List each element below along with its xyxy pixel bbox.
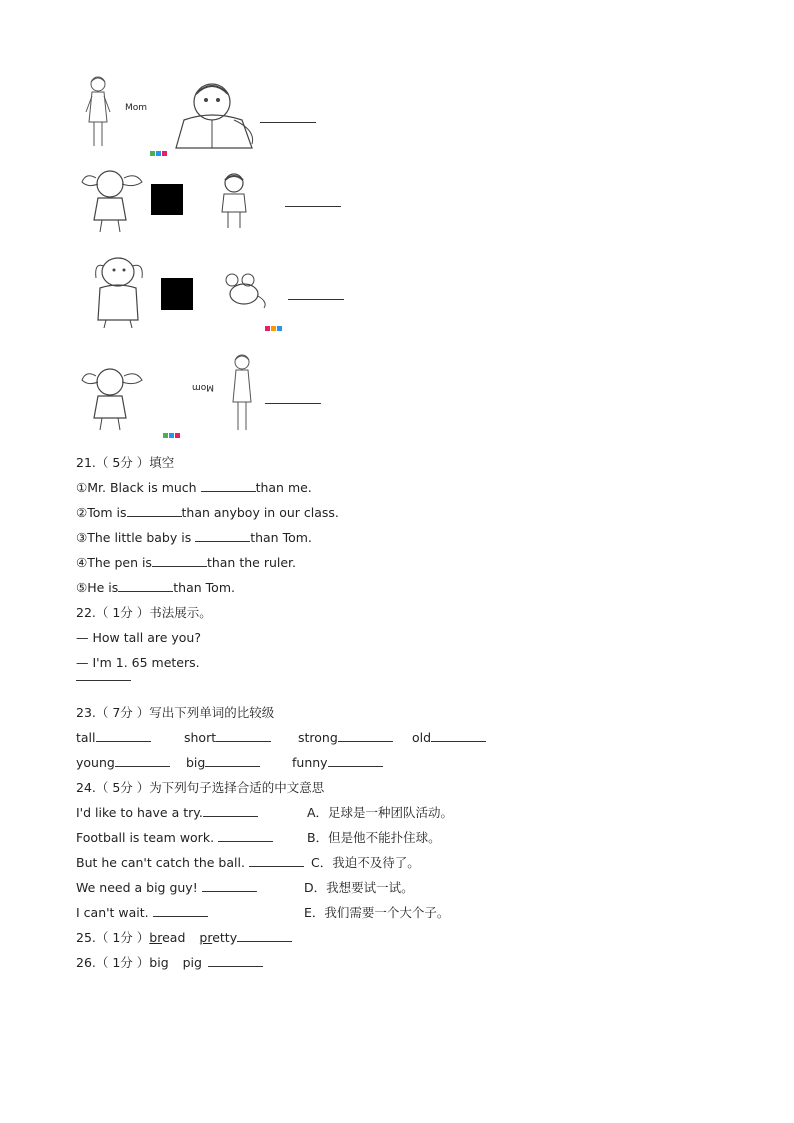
watermark-logo <box>150 151 167 156</box>
answer-line-row2[interactable] <box>285 206 341 207</box>
q21-item-5-after: than Tom. <box>173 580 235 595</box>
boy-figure <box>212 172 256 230</box>
q24-blank-1[interactable] <box>203 805 258 817</box>
q22-line-1: — How tall are you? <box>76 630 201 645</box>
q26-blank[interactable] <box>208 955 263 967</box>
q21-item-1 <box>76 480 312 496</box>
answer-line-row3[interactable] <box>288 299 344 300</box>
q25-word1-rest: ead <box>162 930 186 945</box>
fat-man-figure <box>172 80 258 150</box>
q24-blank-5[interactable] <box>153 905 208 917</box>
q23-funny-blank[interactable] <box>328 755 383 767</box>
q21-header: 21.（ 5分 ）填空 <box>76 455 175 470</box>
watermark-logo-row3 <box>265 326 282 331</box>
q26-word1: big <box>149 955 169 970</box>
girl-standing-figure-row4 <box>228 352 256 434</box>
dog-figure <box>90 252 152 330</box>
q21-item-2 <box>76 505 339 521</box>
q23-word-tall: tall <box>76 730 151 746</box>
q26-line <box>76 955 263 971</box>
q21-item-3-blank[interactable] <box>195 530 250 542</box>
black-comparison-box-row2 <box>151 184 183 215</box>
q23-short-blank[interactable] <box>216 730 271 742</box>
q21-item-2-before: Tom is <box>87 505 127 520</box>
q24-english-5: I can't wait. <box>76 905 208 921</box>
q24-chinese-e: E．我们需要一个大个子。 <box>304 905 450 920</box>
q24-english-1: I'd like to have a try. <box>76 805 258 821</box>
q26-word2: pig <box>182 955 202 970</box>
q21-item-2-num: ② <box>76 505 88 520</box>
q22-line-2: — I'm 1. 65 meters. <box>76 655 200 670</box>
q21-item-5-blank[interactable] <box>118 580 173 592</box>
q23-tall-blank[interactable] <box>96 730 151 742</box>
q24-chinese-d: D．我想要试一试。 <box>304 880 414 895</box>
q24-english-4: We need a big guy! <box>76 880 257 896</box>
q21-item-5 <box>76 580 235 596</box>
q21-item-1-before: Mr. Black is much <box>87 480 201 495</box>
q21-item-5-num: ⑤ <box>76 580 88 595</box>
answer-line-row4[interactable] <box>265 403 321 404</box>
q23-strong-blank[interactable] <box>338 730 393 742</box>
q24-chinese-b: B．但是他不能扑住球。 <box>307 830 441 845</box>
girl-standing-figure <box>84 74 112 154</box>
q23-word-strong: strong <box>298 730 393 746</box>
q24-english-2: Football is team work. <box>76 830 273 846</box>
q21-item-3-before: The little baby is <box>87 530 196 545</box>
q23-word-big: big <box>186 755 260 771</box>
q23-old-blank[interactable] <box>431 730 486 742</box>
q25-word1-underlined: br <box>149 930 163 945</box>
mouse-figure <box>218 272 268 310</box>
q22-answer-line[interactable] <box>76 680 131 681</box>
q23-header: 23.（ 7分 ）写出下列单词的比较级 <box>76 705 275 720</box>
q23-young-blank[interactable] <box>115 755 170 767</box>
q23-big-blank[interactable] <box>205 755 260 767</box>
q23-word-young: young <box>76 755 170 771</box>
girl-pigtails-figure-row4 <box>76 366 148 434</box>
answer-line-row1[interactable] <box>260 122 316 123</box>
q21-item-4 <box>76 555 296 571</box>
q21-item-4-before: The pen is <box>87 555 152 570</box>
black-comparison-box-row3 <box>161 278 193 310</box>
q22-header: 22.（ 1分 ）书法展示。 <box>76 605 212 620</box>
q25-header: 25.（ 1分 ） <box>76 930 150 945</box>
q26-header: 26.（ 1分 ） <box>76 955 150 970</box>
q23-word-funny: funny <box>292 755 383 771</box>
mom-label-row1: Mom <box>125 103 148 113</box>
q24-chinese-c: C．我迫不及待了。 <box>311 855 420 870</box>
q21-item-3-num: ③ <box>76 530 88 545</box>
q21-item-1-after: than me. <box>255 480 312 495</box>
q24-header: 24.（ 5分 ）为下列句子选择合适的中文意思 <box>76 780 325 795</box>
q23-word-old: old <box>412 730 486 746</box>
watermark-logo-row4 <box>163 433 180 438</box>
q21-item-4-num: ④ <box>76 555 88 570</box>
q25-blank[interactable] <box>237 930 292 942</box>
mom-label-row4: Mom <box>192 382 215 392</box>
q25-line <box>76 930 292 946</box>
q21-item-1-num: ① <box>76 480 88 495</box>
q21-item-2-after: than anyboy in our class. <box>181 505 339 520</box>
q21-item-3 <box>76 530 312 546</box>
q21-item-4-after: than the ruler. <box>206 555 297 570</box>
q24-chinese-a: A．足球是一种团队活动。 <box>307 805 454 820</box>
q24-blank-3[interactable] <box>249 855 304 867</box>
q21-item-5-before: He is <box>87 580 119 595</box>
girl-pigtails-figure <box>76 168 148 236</box>
q25-word2-rest: etty <box>212 930 238 945</box>
q25-word2-underlined: pr <box>199 930 213 945</box>
q23-word-short: short <box>184 730 271 746</box>
q21-item-3-after: than Tom. <box>250 530 312 545</box>
q21-item-4-blank[interactable] <box>152 555 207 567</box>
q24-blank-4[interactable] <box>202 880 257 892</box>
q24-english-3: But he can't catch the ball. <box>76 855 304 871</box>
q21-item-1-blank[interactable] <box>201 480 256 492</box>
q24-blank-2[interactable] <box>218 830 273 842</box>
q21-item-2-blank[interactable] <box>127 505 182 517</box>
